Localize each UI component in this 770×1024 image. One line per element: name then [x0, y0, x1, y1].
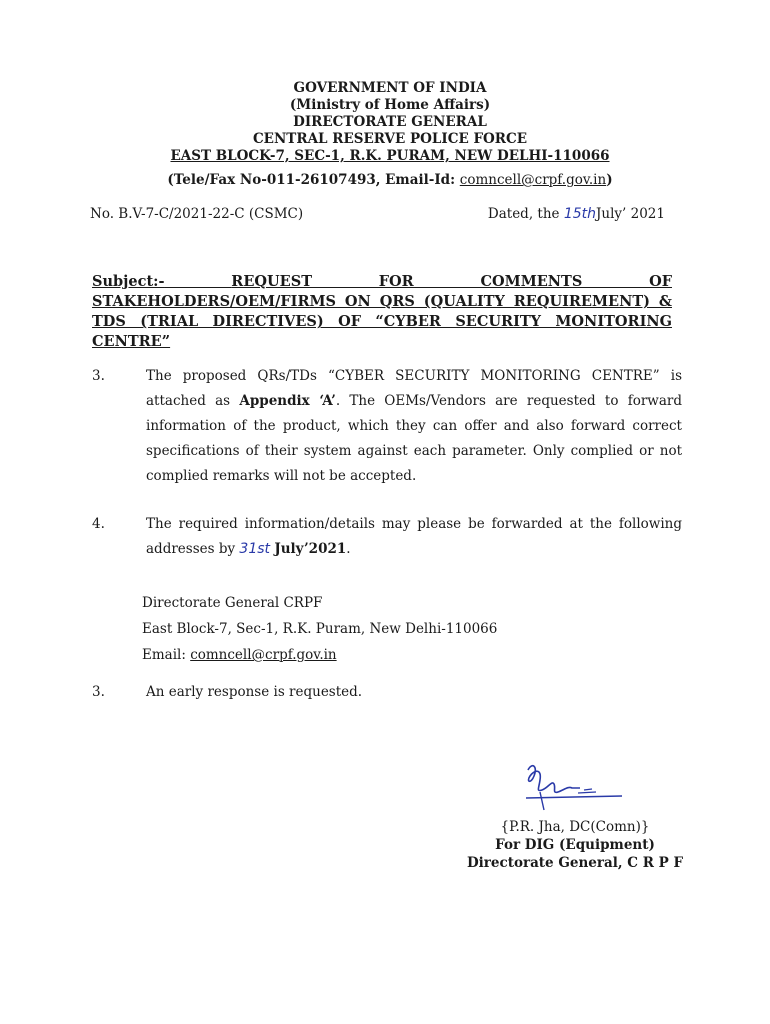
paragraph-deadline	[92, 512, 682, 562]
signature-block	[440, 818, 710, 872]
subject-label: Subject:-	[92, 273, 165, 290]
contact-phone: (Tele/Fax No-011-26107493, Email-Id:	[167, 172, 460, 188]
signatory-name: {P.R. Jha, DC(Comn)}	[500, 819, 650, 835]
appendix-reference: Appendix ‘A’	[239, 393, 336, 409]
paragraph-number: 3.	[92, 368, 105, 384]
letterhead-force: CENTRAL RESERVE POLICE FORCE	[252, 131, 528, 147]
signatory-designation: For DIG (Equipment)	[495, 837, 655, 853]
address-email	[142, 642, 497, 668]
paragraph-text-part: The proposed QRs/TDs “CYBER SECURITY MONITORING CENTRE” is attached as	[146, 368, 682, 409]
paragraph-number: 3.	[92, 684, 105, 700]
reference-line	[90, 206, 665, 222]
letterhead-contact	[140, 172, 640, 188]
letterhead-government: GOVERNMENT OF INDIA	[293, 80, 487, 96]
letterhead-ministry: (Ministry of Home Affairs)	[289, 97, 491, 113]
paragraph-qrs	[92, 364, 682, 489]
paragraph-text	[146, 512, 682, 562]
letterhead	[140, 80, 640, 165]
letter-date	[488, 206, 665, 222]
deadline-month: July’2021	[274, 541, 347, 557]
paragraph-text	[146, 364, 682, 489]
letterhead-address: EAST BLOCK-7, SEC-1, R.K. PURAM, NEW DELHI-110066	[170, 148, 610, 164]
paragraph-number: 4.	[92, 516, 105, 532]
paragraph-text-part: . The OEMs/Vendors are requested to forward information of the product, which they can offer and also forward correct specifications of their system against each parameter. Only complied or not complied remarks will not be accepted.	[146, 393, 682, 484]
letterhead-directorate: DIRECTORATE GENERAL	[293, 114, 487, 130]
date-suffix: July’ 2021	[596, 206, 665, 222]
address-email-label: Email:	[142, 647, 191, 663]
address-line-2: East Block-7, Sec-1, R.K. Puram, New Delhi-110066	[142, 621, 498, 637]
deadline-handwritten: 31st	[239, 541, 271, 557]
address-block	[142, 590, 497, 668]
paragraph-text-part: .	[346, 541, 351, 557]
date-handwritten: 15th	[563, 206, 596, 222]
signature-icon	[518, 762, 638, 812]
paragraph-text: An early response is requested.	[146, 684, 363, 700]
contact-close: )	[606, 172, 613, 188]
address-line-1: Directorate General CRPF	[142, 595, 323, 611]
reference-number: No. B.V-7-C/2021-22-C (CSMC)	[90, 206, 304, 222]
contact-email-link[interactable]: comncell@crpf.gov.in	[459, 172, 607, 188]
paragraph-text-part: The required information/details may please be forwarded at the following addresses by	[146, 516, 682, 557]
signatory-office: Directorate General, C R P F	[466, 855, 684, 871]
address-email-link[interactable]: comncell@crpf.gov.in	[190, 647, 337, 663]
subject-block	[92, 272, 672, 352]
subject-text: REQUEST FOR COMMENTS OF STAKEHOLDERS/OEM/FIRMS ON QRS (QUALITY REQUIREMENT) & TDS (TRIAL DIRECTIVES) OF “CYBER SECURITY MONITORING CENTRE”	[92, 273, 672, 350]
date-prefix: Dated, the	[487, 206, 564, 222]
paragraph-response	[92, 680, 682, 705]
